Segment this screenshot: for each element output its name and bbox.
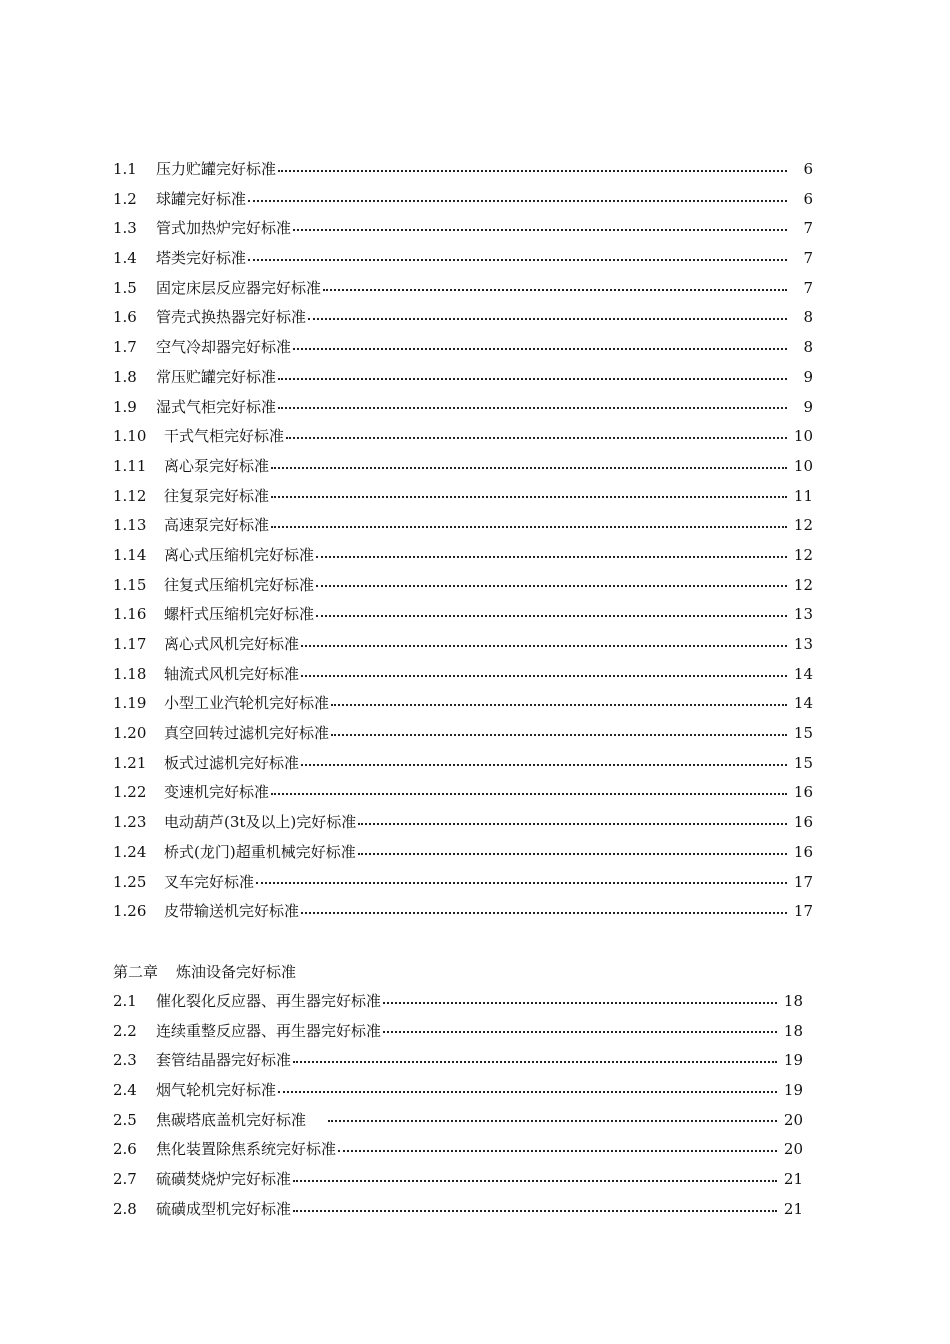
entry-title: 固定床层反应器完好标准 xyxy=(156,278,322,297)
entry-title: 常压贮罐完好标准 xyxy=(156,367,277,386)
entry-page: 13 xyxy=(793,605,813,624)
toc-entry[interactable] xyxy=(113,630,813,660)
chapter1-list xyxy=(113,155,813,927)
entry-number: 1.7 xyxy=(113,338,137,357)
dot-leader xyxy=(331,734,787,736)
entry-page: 14 xyxy=(793,694,813,713)
dot-leader xyxy=(278,407,787,409)
entry-page: 21 xyxy=(783,1199,803,1218)
entry-page: 10 xyxy=(793,456,813,475)
entry-number: 2.8 xyxy=(113,1199,137,1218)
entry-number: 1.16 xyxy=(113,605,147,624)
table-of-contents xyxy=(113,155,813,1224)
entry-title: 压力贮罐完好标准 xyxy=(156,160,277,178)
entry-number: 1.23 xyxy=(113,813,147,832)
entry-page: 11 xyxy=(793,486,813,505)
entry-page: 7 xyxy=(803,219,813,238)
dot-leader xyxy=(293,1210,777,1212)
entry-page: 7 xyxy=(803,249,813,268)
entry-page: 7 xyxy=(803,278,813,297)
entry-title: 连续重整反应器、再生器完好标准 xyxy=(156,1021,382,1040)
toc-entry[interactable] xyxy=(113,600,813,630)
toc-entry[interactable] xyxy=(113,482,813,512)
dot-leader xyxy=(248,259,787,261)
toc-entry[interactable] xyxy=(113,987,803,1017)
section-gap xyxy=(113,927,813,957)
entry-page: 12 xyxy=(793,575,813,594)
dot-leader xyxy=(316,585,787,587)
toc-entry[interactable] xyxy=(113,155,813,185)
entry-number: 1.6 xyxy=(113,308,137,327)
entry-number: 2.2 xyxy=(113,1021,137,1040)
entry-title: 往复式压缩机完好标准 xyxy=(164,575,315,594)
chapter-label: 第二章 xyxy=(113,962,159,981)
entry-title: 焦化装置除焦系统完好标准 xyxy=(156,1140,337,1159)
entry-number: 1.13 xyxy=(113,516,147,535)
entry-page: 14 xyxy=(793,664,813,683)
toc-entry[interactable] xyxy=(113,511,813,541)
entry-title: 高速泵完好标准 xyxy=(164,516,270,535)
toc-entry[interactable] xyxy=(113,1076,803,1106)
entry-page: 12 xyxy=(793,545,813,564)
entry-number: 1.19 xyxy=(113,694,147,713)
dot-leader xyxy=(278,170,787,172)
toc-entry[interactable] xyxy=(113,1046,803,1076)
entry-number: 2.6 xyxy=(113,1140,137,1159)
dot-leader xyxy=(301,912,787,914)
entry-title: 烟气轮机完好标准 xyxy=(156,1080,277,1099)
entry-title: 球罐完好标准 xyxy=(156,189,247,208)
entry-page: 17 xyxy=(793,902,813,921)
entry-title: 板式过滤机完好标准 xyxy=(164,753,300,772)
entry-title: 空气冷却器完好标准 xyxy=(156,338,292,357)
entry-number: 1.4 xyxy=(113,249,137,268)
entry-title: 离心式压缩机完好标准 xyxy=(164,545,315,564)
entry-number: 1.10 xyxy=(113,427,147,446)
dot-leader xyxy=(271,526,787,528)
toc-entry[interactable] xyxy=(113,689,813,719)
entry-title: 湿式气柜完好标准 xyxy=(156,397,277,416)
entry-page: 6 xyxy=(803,160,813,178)
entry-number: 1.9 xyxy=(113,397,137,416)
toc-entry[interactable] xyxy=(113,244,813,274)
entry-title: 叉车完好标准 xyxy=(164,872,255,891)
entry-page: 9 xyxy=(803,397,813,416)
toc-entry[interactable] xyxy=(113,214,813,244)
toc-entry[interactable] xyxy=(113,571,813,601)
dot-leader xyxy=(331,704,787,706)
dot-leader xyxy=(338,1150,777,1152)
entry-page: 19 xyxy=(783,1080,803,1099)
dot-leader xyxy=(323,289,787,291)
entry-page: 19 xyxy=(783,1051,803,1070)
entry-number: 1.11 xyxy=(113,456,147,475)
toc-entry[interactable] xyxy=(113,422,813,452)
entry-number: 1.18 xyxy=(113,664,147,683)
dot-leader xyxy=(301,675,787,677)
chapter-heading[interactable] xyxy=(113,957,813,987)
entry-page: 10 xyxy=(793,427,813,446)
entry-number: 1.14 xyxy=(113,545,147,564)
entry-number: 2.4 xyxy=(113,1080,137,1099)
entry-title: 往复泵完好标准 xyxy=(164,486,270,505)
entry-page: 18 xyxy=(783,991,803,1010)
entry-title: 真空回转过滤机完好标准 xyxy=(164,724,330,743)
toc-entry[interactable] xyxy=(113,660,813,690)
dot-leader xyxy=(358,823,787,825)
entry-number: 2.1 xyxy=(113,991,137,1010)
toc-entry[interactable] xyxy=(113,185,813,215)
entry-title: 管壳式换热器完好标准 xyxy=(156,308,307,327)
entry-page: 20 xyxy=(783,1110,803,1129)
dot-leader xyxy=(293,229,787,231)
dot-leader xyxy=(293,1061,777,1063)
entry-page: 8 xyxy=(803,308,813,327)
toc-entry[interactable] xyxy=(113,897,813,927)
dot-leader xyxy=(271,496,787,498)
toc-entry[interactable] xyxy=(113,868,813,898)
toc-entry[interactable] xyxy=(113,452,813,482)
toc-entry[interactable] xyxy=(113,778,813,808)
entry-title: 离心泵完好标准 xyxy=(164,456,270,475)
dot-leader xyxy=(358,853,787,855)
dot-leader xyxy=(248,200,787,202)
dot-leader xyxy=(328,1120,777,1122)
toc-entry[interactable] xyxy=(113,749,813,779)
entry-title: 螺杆式压缩机完好标准 xyxy=(164,605,315,624)
entry-number: 2.5 xyxy=(113,1110,137,1129)
toc-entry[interactable] xyxy=(113,1106,803,1136)
chapter-title: 炼油设备完好标准 xyxy=(176,962,297,981)
entry-page: 12 xyxy=(793,516,813,535)
dot-leader xyxy=(278,378,787,380)
entry-number: 1.3 xyxy=(113,219,137,238)
dot-leader xyxy=(301,764,787,766)
entry-page: 17 xyxy=(793,872,813,891)
entry-number: 1.8 xyxy=(113,367,137,386)
dot-leader xyxy=(256,882,787,884)
entry-page: 21 xyxy=(783,1170,803,1188)
entry-number: 2.3 xyxy=(113,1051,137,1070)
dot-leader xyxy=(316,556,787,558)
dot-leader xyxy=(316,615,787,617)
entry-title: 电动葫芦(3t及以上)完好标准 xyxy=(164,813,357,832)
entry-number: 1.25 xyxy=(113,872,147,891)
entry-number: 1.24 xyxy=(113,842,147,861)
entry-page: 16 xyxy=(793,783,813,802)
entry-title: 离心式风机完好标准 xyxy=(164,635,300,653)
dot-leader xyxy=(271,467,787,469)
entry-title: 焦碳塔底盖机完好标准 xyxy=(156,1110,307,1129)
dot-leader xyxy=(308,318,787,320)
toc-entry[interactable] xyxy=(113,363,813,393)
entry-number: 1.15 xyxy=(113,575,147,594)
dot-leader xyxy=(383,1031,777,1033)
dot-leader xyxy=(278,1091,777,1093)
entry-title: 轴流式风机完好标准 xyxy=(164,664,300,683)
entry-title: 桥式(龙门)超重机械完好标准 xyxy=(164,842,356,861)
entry-number: 1.12 xyxy=(113,486,147,505)
entry-number: 1.22 xyxy=(113,783,147,802)
toc-entry[interactable] xyxy=(113,274,813,304)
entry-title: 干式气柜完好标准 xyxy=(164,427,285,446)
toc-entry[interactable] xyxy=(113,393,813,423)
entry-page: 20 xyxy=(783,1140,803,1159)
entry-title: 管式加热炉完好标准 xyxy=(156,219,292,238)
entry-page: 16 xyxy=(793,842,813,861)
entry-page: 9 xyxy=(803,367,813,386)
entry-title: 硫磺焚烧炉完好标准 xyxy=(156,1170,292,1188)
toc-entry[interactable] xyxy=(113,303,813,333)
entry-page: 15 xyxy=(793,724,813,743)
entry-number: 1.21 xyxy=(113,753,147,772)
entry-number: 1.2 xyxy=(113,189,137,208)
entry-page: 6 xyxy=(803,189,813,208)
entry-page: 18 xyxy=(783,1021,803,1040)
chapter2-list xyxy=(113,987,813,1225)
toc-entry[interactable] xyxy=(113,541,813,571)
entry-number: 2.7 xyxy=(113,1170,137,1188)
entry-title: 小型工业汽轮机完好标准 xyxy=(164,694,330,713)
entry-title: 变速机完好标准 xyxy=(164,783,270,802)
toc-entry[interactable] xyxy=(113,333,813,363)
entry-number: 1.26 xyxy=(113,902,147,921)
toc-entry[interactable] xyxy=(113,1165,803,1195)
entry-number: 1.17 xyxy=(113,635,147,653)
dot-leader xyxy=(293,1180,777,1182)
entry-page: 16 xyxy=(793,813,813,832)
entry-title: 皮带输送机完好标准 xyxy=(164,902,300,921)
entry-number: 1.20 xyxy=(113,724,147,743)
toc-entry[interactable] xyxy=(113,808,813,838)
dot-leader xyxy=(383,1002,777,1004)
entry-title: 塔类完好标准 xyxy=(156,249,247,268)
toc-entry[interactable] xyxy=(113,719,813,749)
toc-entry[interactable] xyxy=(113,1195,803,1225)
toc-entry[interactable] xyxy=(113,838,813,868)
dot-leader xyxy=(286,437,787,439)
entry-page: 13 xyxy=(793,635,813,653)
toc-entry[interactable] xyxy=(113,1135,803,1165)
entry-title: 催化裂化反应器、再生器完好标准 xyxy=(156,991,382,1010)
dot-leader xyxy=(271,793,787,795)
entry-page: 8 xyxy=(803,338,813,357)
entry-number: 1.5 xyxy=(113,278,137,297)
dot-leader xyxy=(301,645,787,647)
toc-entry[interactable] xyxy=(113,1017,803,1047)
entry-number: 1.1 xyxy=(113,160,137,178)
dot-leader xyxy=(293,348,787,350)
entry-title: 套管结晶器完好标准 xyxy=(156,1051,292,1070)
entry-page: 15 xyxy=(793,753,813,772)
entry-title: 硫磺成型机完好标准 xyxy=(156,1199,292,1218)
